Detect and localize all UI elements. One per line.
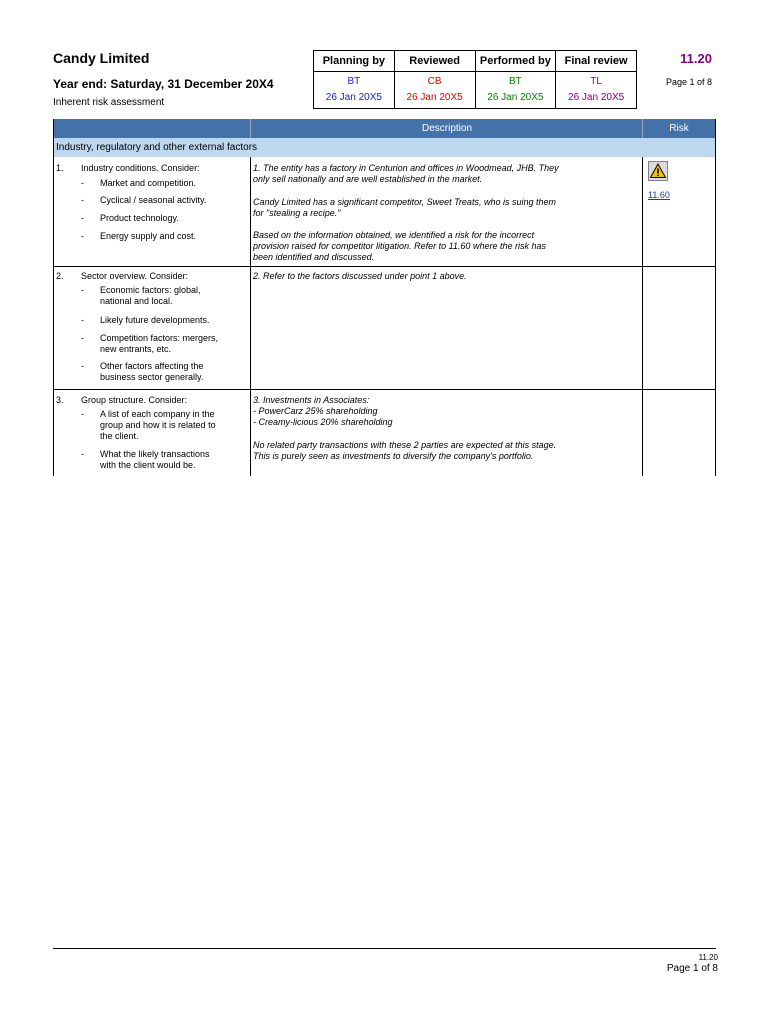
working-paper-ref: 11.20 <box>680 51 712 66</box>
column-divider <box>250 157 251 476</box>
signoff-header: Planning by <box>314 51 395 72</box>
column-divider <box>250 119 251 138</box>
description-line: been identified and discussed. <box>253 252 375 262</box>
description-column-header: Description <box>421 123 473 134</box>
bullet-dash: - <box>81 409 84 419</box>
signoff-cell <box>314 72 395 109</box>
bullet-item: Economic factors: global, <box>100 285 201 295</box>
row-title: Group structure. Consider: <box>81 395 188 405</box>
bullet-dash: - <box>81 195 84 205</box>
bullet-item: Cyclical / seasonal activity. <box>100 195 207 205</box>
signoff-table <box>313 50 637 109</box>
description-line: - PowerCarz 25% shareholding <box>253 406 378 416</box>
bullet-item: Energy supply and cost. <box>100 231 197 241</box>
page-indicator: Page 1 of 8 <box>665 77 712 87</box>
bullet-item: with the client would be. <box>100 460 196 470</box>
company-name: Candy Limited <box>53 50 150 66</box>
row-title: Industry conditions. Consider: <box>81 163 200 173</box>
bullet-dash: - <box>81 333 84 343</box>
bullet-item: A list of each company in the <box>100 409 215 419</box>
signoff-header: Reviewed <box>394 51 475 72</box>
row-divider <box>54 266 715 267</box>
year-end: Year end: Saturday, 31 December 20X4 <box>53 77 274 91</box>
bullet-item: new entrants, etc. <box>100 344 172 354</box>
signoff-initials: CB <box>427 76 442 87</box>
bullet-dash: - <box>81 231 84 241</box>
footer-ref: 11.20 <box>698 953 718 962</box>
table-header <box>54 119 715 138</box>
bullet-item: Likely future developments. <box>100 315 210 325</box>
bullet-item: Other factors affecting the <box>100 361 204 371</box>
description-line: No related party transactions with these 2 parties are expected at this stage. <box>253 440 557 450</box>
bullet-item: the client. <box>100 431 139 441</box>
signoff-cell <box>475 72 556 109</box>
warning-icon[interactable] <box>648 161 668 181</box>
signoff-cell <box>394 72 475 109</box>
row-divider <box>54 389 715 390</box>
row-title: Sector overview. Consider: <box>81 271 189 281</box>
bullet-dash: - <box>81 315 84 325</box>
bullet-dash: - <box>81 449 84 459</box>
description-line: Based on the information obtained, we identified a risk for the incorrect <box>253 230 535 240</box>
row-number: 2. <box>56 271 64 281</box>
signoff-header: Performed by <box>475 51 556 72</box>
signoff-initials: BT <box>508 76 522 87</box>
signoff-date: 26 Jan 20X5 <box>406 92 463 103</box>
signoff-cell <box>556 72 637 109</box>
bullet-dash: - <box>81 361 84 371</box>
description-line: - Creamy-licious 20% shareholding <box>253 417 393 427</box>
row-number: 3. <box>56 395 64 405</box>
description-line: for "stealing a recipe." <box>253 208 341 218</box>
row-number: 1. <box>56 163 64 173</box>
footer-page: Page 1 of 8 <box>666 963 718 974</box>
document-subtitle: Inherent risk assessment <box>53 97 165 108</box>
description-line: 2. Refer to the factors discussed under point 1 above. <box>253 271 467 281</box>
column-divider <box>642 119 643 138</box>
signoff-date: 26 Jan 20X5 <box>568 92 625 103</box>
description-line: provision raised for competitor litigation. Refer to 11.60 where the risk has <box>253 241 546 251</box>
risk-reference-link[interactable]: 11.60 <box>648 190 670 200</box>
signoff-header: Final review <box>556 51 637 72</box>
description-line: 3. Investments in Associates: <box>253 395 370 405</box>
signoff-initials: TL <box>590 76 602 87</box>
bullet-dash: - <box>81 285 84 295</box>
signoff-initials: BT <box>347 76 361 87</box>
bullet-item: national and local. <box>100 296 173 306</box>
signoff-date: 26 Jan 20X5 <box>325 92 382 103</box>
bullet-item: group and how it is related to <box>100 420 216 430</box>
section-heading: Industry, regulatory and other external factors <box>54 138 715 157</box>
bullet-item: Product technology. <box>100 213 179 223</box>
bullet-item: Market and competition. <box>100 178 197 188</box>
bullet-item: Competition factors: mergers, <box>100 333 219 343</box>
description-line: only sell nationally and are well established in the market. <box>253 174 483 184</box>
bullet-item: business sector generally. <box>100 372 204 382</box>
bullet-dash: - <box>81 213 84 223</box>
bullet-dash: - <box>81 178 84 188</box>
bullet-item: What the likely transactions <box>100 449 210 459</box>
signoff-date: 26 Jan 20X5 <box>487 92 544 103</box>
footer-rule <box>53 948 716 949</box>
description-line: Candy Limited has a significant competitor, Sweet Treats, who is suing them <box>253 197 556 207</box>
risk-column-header: Risk <box>669 123 689 134</box>
risk-assessment-table <box>53 119 716 476</box>
description-line: This is purely seen as investments to diversify the company's portfolio. <box>253 451 534 461</box>
column-divider <box>642 157 643 476</box>
description-line: 1. The entity has a factory in Centurion and offices in Woodmead, JHB. They <box>253 163 559 173</box>
